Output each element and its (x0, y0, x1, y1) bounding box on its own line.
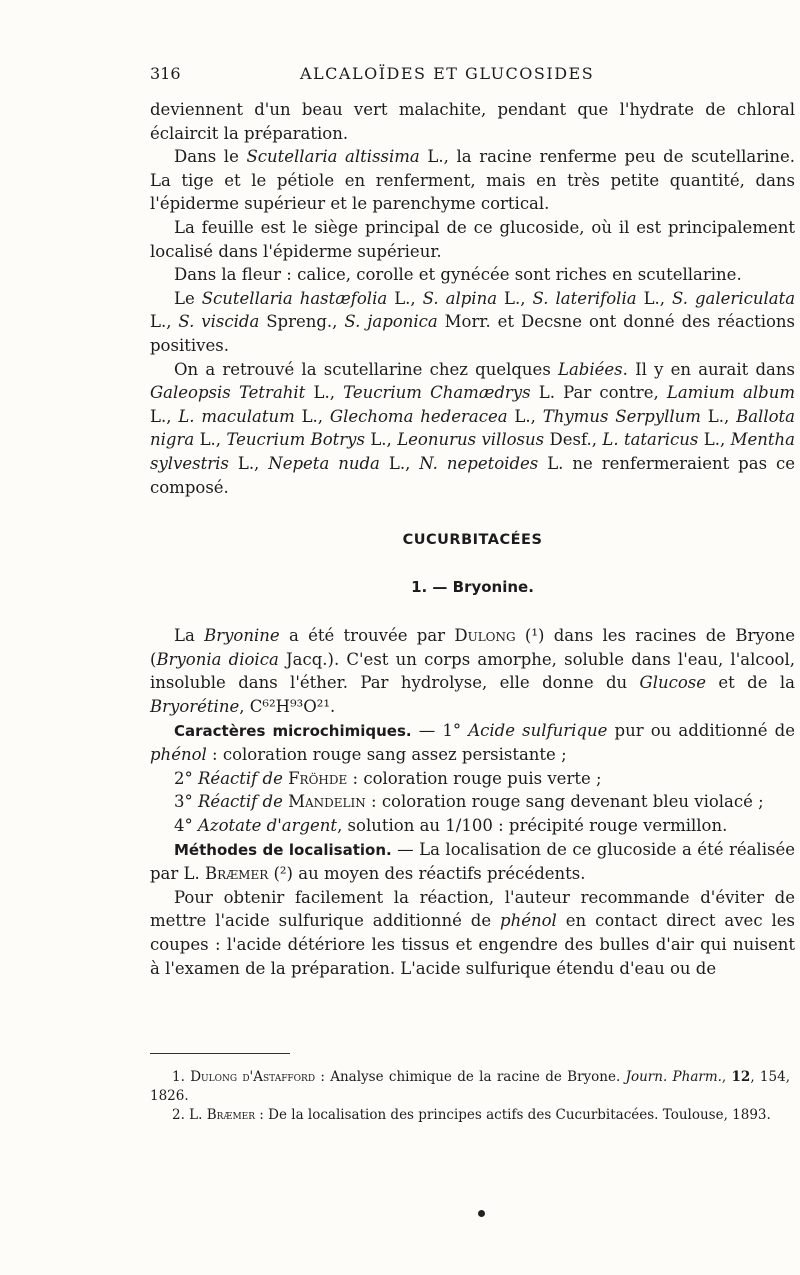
footnote: 2. L. Bræmer : De la localisation des principes actifs des Cucurbitacées. Toulouse, 1893. (172, 1107, 771, 1123)
section-title: CUCURBITACÉES (402, 532, 543, 549)
paragraph: Dans le Scutellaria altissima L., la racine renferme peu de scutellarine. La tige et le pétiole en renferment, mais en très petite quantité, dans l'épiderme supérieur et le parenchyme cortical. (150, 147, 796, 214)
paragraph: La feuille est le siège principal de ce glucoside, où il est principalement localisé dans l'épiderme supérieur. (150, 217, 795, 261)
paragraph: 2° Réactif de Fröhde : coloration rouge puis verte ; (174, 768, 602, 788)
footnote: 1. Dulong d'Astafford : Analyse chimique de la racine de Bryone. Journ. Pharm., 12, 154, 1826. (150, 1069, 790, 1104)
running-title: ALCALOÏDES ET GLUCOSIDES (300, 64, 595, 83)
paragraph: On a retrouvé la scutellarine chez quelques Labiées. Il y en aurait dans Galeopsis Tetrahit L., Teucrium Chamædrys L. Par contre, Lamium album L., L. maculatum L., Glechoma hederacea L., Thymus Serpyllum L., Ballota nigra L., Teucrium Botrys L., Leonurus villosus Desf., L. tataricus L., Mentha sylvestris L., Nepeta nuda L., N. nepetoides L. ne renfermeraient pas ce composé. (150, 359, 796, 497)
page-header (150, 64, 640, 90)
subsection-title: 1. — Bryonine. (411, 577, 534, 596)
paragraph: deviennent d'un beau vert malachite, pendant que l'hydrate de chloral éclaircit la préparation. (150, 100, 795, 143)
ink-dot (478, 1210, 485, 1217)
paragraph: 4° Azotate d'argent, solution au 1/100 : précipité rouge vermillon. (174, 816, 728, 836)
run-in-heading: Caractères microchimiques. (174, 721, 412, 740)
run-in-heading: Méthodes de localisation. (174, 840, 392, 859)
paragraph: Caractères microchimiques. — 1° Acide sulfurique pur ou additionné de phénol : coloration rouge sang assez persistante ; (150, 720, 796, 765)
paragraph: 3° Réactif de Mandelin : coloration rouge sang devenant bleu violacé ; (174, 792, 764, 812)
paragraph: Méthodes de localisation. — La localisation de ce glucoside a été réalisée par L. Bræmer (²) au moyen des réactifs précédents. (150, 839, 795, 884)
paragraph: La Bryonine a été trouvée par Dulong (¹) dans les racines de Bryone (Bryonia dioica Jacq.). C'est un corps amorphe, soluble dans l'eau, l'alcool, insoluble dans l'éther. Par hydrolyse, elle donne du Glucose et de la Bryorétine, C⁶²H⁹³O²¹. (150, 626, 795, 717)
paragraph: Le Scutellaria hastæfolia L., S. alpina L., S. laterifolia L., S. galericulata L., S. viscida Spreng., S. japonica Morr. et Decsne ont donné des réactions positives. (150, 288, 796, 355)
main-text (150, 98, 795, 980)
paragraph: Pour obtenir facilement la réaction, l'auteur recommande d'éviter de mettre l'acide sulfurique additionné de phénol en contact direct avec les coupes : l'acide détériore les tissus et engendre des bulles d'air qui nuisent à l'examen de la préparation. L'acide sulfurique étendu d'eau ou de (150, 887, 795, 978)
page-number: 316 (150, 64, 181, 83)
footnote-rule (150, 1053, 290, 1054)
paragraph: Dans la fleur : calice, corolle et gynécée sont riches en scutellarine. (174, 265, 742, 285)
footnotes (150, 1068, 790, 1125)
